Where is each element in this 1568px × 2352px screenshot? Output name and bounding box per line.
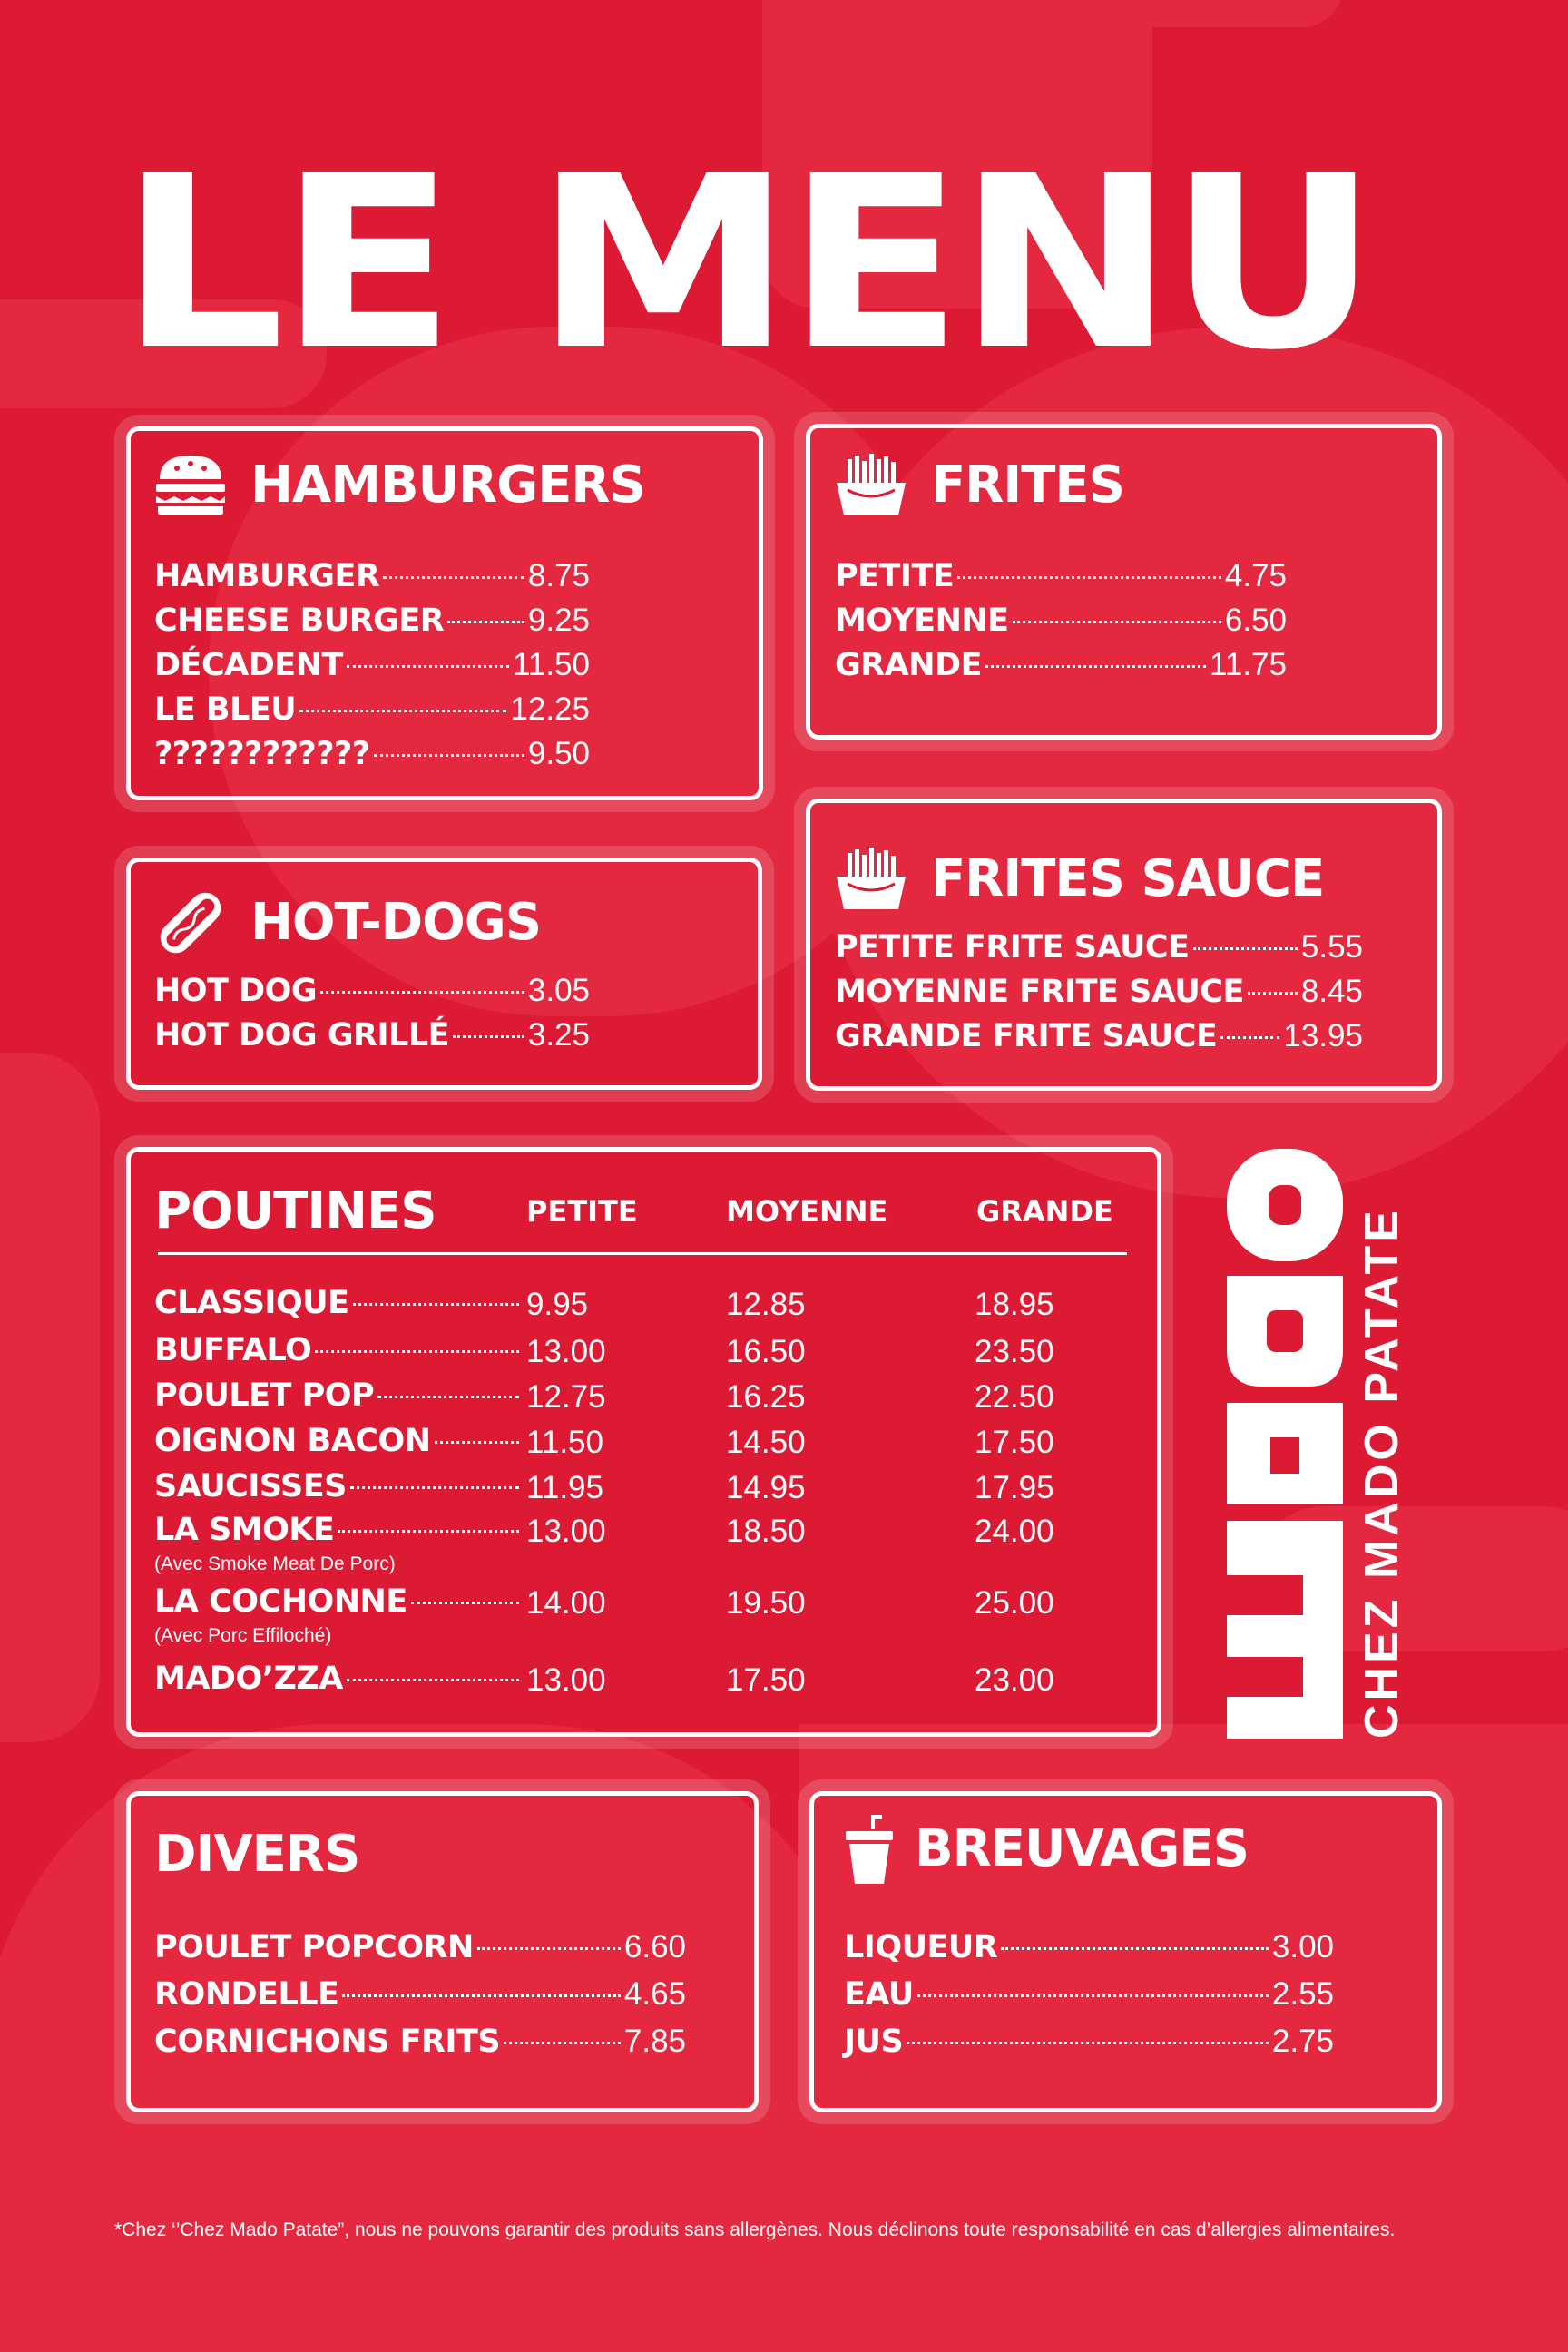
- price-petite: 13.00: [526, 1662, 606, 1698]
- item-name: LE BLEU: [154, 691, 297, 728]
- divers-list: [154, 1929, 686, 2071]
- leader-dots: [411, 1602, 519, 1604]
- item-price: 11.50: [513, 647, 590, 682]
- hotdogs-header: [154, 891, 541, 955]
- item-note: (Avec Porc Effiloché): [154, 1625, 332, 1646]
- menu-item: [835, 1018, 1363, 1063]
- item-price: 5.55: [1300, 929, 1363, 965]
- leader-dots: [906, 2042, 1269, 2044]
- item-name: SAUCISSES: [154, 1468, 347, 1504]
- mado-logo: [1227, 1149, 1405, 1739]
- leader-dots: [299, 710, 506, 712]
- column-grande: GRANDE: [976, 1194, 1113, 1229]
- menu-item: [844, 2024, 1334, 2071]
- hotdog-icon: [154, 891, 227, 955]
- hamburgers-list: [154, 558, 590, 780]
- item-name: CORNICHONS FRITS: [154, 2024, 501, 2060]
- item-name: RONDELLE: [154, 1976, 339, 2013]
- menu-item: [835, 558, 1287, 603]
- price-moyenne: 19.50: [726, 1585, 806, 1621]
- leader-dots: [1248, 992, 1298, 995]
- item-name: MOYENNE: [835, 603, 1009, 639]
- poutine-row: [154, 1661, 1129, 1706]
- item-price: 11.75: [1210, 647, 1287, 682]
- price-moyenne: 18.50: [726, 1514, 806, 1549]
- price-petite: 13.00: [526, 1514, 606, 1549]
- allergy-disclaimer: *Chez ‘’Chez Mado Patate”, nous ne pouvons garantir des produits sans allergènes. Nous déclinons toute responsabilité en cas d’allergies alimentaires.: [114, 2220, 1396, 2240]
- menu-item: [835, 603, 1287, 647]
- brand-tagline: CHEZ MADO PATATE: [1356, 1207, 1405, 1739]
- item-price: 2.55: [1271, 1976, 1334, 2012]
- item-name: POULET POP: [154, 1377, 375, 1414]
- leader-dots: [338, 1530, 519, 1533]
- frites-sauce-list: [835, 929, 1363, 1063]
- drink-cup-icon: [844, 1815, 895, 1884]
- item-note: (Avec Smoke Meat De Porc): [154, 1553, 396, 1574]
- menu-item: [154, 691, 590, 736]
- item-name: JUS: [844, 2024, 904, 2060]
- hotdogs-list: [154, 973, 590, 1062]
- item-name: EAU: [844, 1976, 914, 2013]
- frites-heading: FRITES: [931, 456, 1124, 514]
- leader-dots: [342, 1994, 620, 1997]
- item-price: 8.45: [1300, 974, 1363, 1009]
- leader-dots: [320, 991, 524, 994]
- menu-item: [835, 929, 1363, 974]
- item-name: HOT DOG GRILLÉ: [154, 1017, 450, 1054]
- price-moyenne: 16.50: [726, 1334, 806, 1369]
- price-grande: 23.50: [975, 1334, 1054, 1369]
- hotdogs-heading: HOT-DOGS: [250, 893, 542, 952]
- leader-dots: [1013, 621, 1221, 623]
- leader-dots: [1220, 1036, 1279, 1039]
- item-price: 2.75: [1271, 2024, 1334, 2059]
- poutine-row: [154, 1285, 1129, 1330]
- price-grande: 17.50: [975, 1425, 1054, 1460]
- menu-item: [154, 647, 590, 691]
- menu-item: [154, 1929, 686, 1976]
- poutine-row: [154, 1377, 1129, 1423]
- menu-item: [835, 974, 1363, 1018]
- poutines-header: [154, 1181, 1129, 1245]
- item-price: 3.05: [527, 973, 590, 1008]
- menu-item: [154, 558, 590, 603]
- price-moyenne: 17.50: [726, 1662, 806, 1698]
- frites-list: [835, 558, 1287, 691]
- leader-dots: [447, 621, 524, 623]
- menu-item: [154, 736, 590, 780]
- leader-dots: [377, 1396, 519, 1398]
- breuvages-list: [844, 1929, 1334, 2071]
- leader-dots: [374, 754, 524, 757]
- frites-sauce-heading: FRITES SAUCE: [931, 849, 1325, 908]
- menu-title: LE MENU: [120, 125, 1373, 402]
- item-price: 3.00: [1271, 1929, 1334, 1965]
- menu-item: [844, 1976, 1334, 2024]
- item-name: PETITE FRITE SAUCE: [835, 929, 1190, 965]
- breuvages-heading: BREUVAGES: [915, 1819, 1249, 1878]
- item-name: CHEESE BURGER: [154, 603, 445, 639]
- menu-item: [154, 603, 590, 647]
- item-name: POULET POPCORN: [154, 1929, 474, 1965]
- item-price: 7.85: [623, 2024, 686, 2059]
- item-name: CLASSIQUE: [154, 1285, 349, 1321]
- price-petite: 11.50: [526, 1425, 603, 1460]
- poutine-row: [154, 1512, 1129, 1574]
- item-price: 4.65: [623, 1976, 686, 2012]
- item-price: 8.75: [527, 558, 590, 593]
- column-moyenne: MOYENNE: [726, 1194, 888, 1229]
- frites-header: [835, 454, 1124, 517]
- item-name: LIQUEUR: [844, 1929, 998, 1965]
- item-name: BUFFALO: [154, 1332, 312, 1368]
- burger-icon: [154, 454, 227, 517]
- leader-dots: [353, 1303, 519, 1306]
- leader-dots: [957, 576, 1221, 579]
- price-petite: 9.95: [526, 1287, 589, 1322]
- item-price: 3.25: [527, 1017, 590, 1053]
- frites-sauce-header: [835, 848, 1324, 911]
- fries-icon: [835, 454, 907, 517]
- item-name: LA COCHONNE: [154, 1583, 407, 1620]
- item-name: HAMBURGER: [154, 558, 380, 594]
- price-grande: 25.00: [975, 1585, 1054, 1621]
- item-name: ????????????: [154, 736, 370, 772]
- item-price: 4.75: [1224, 558, 1287, 593]
- item-price: 13.95: [1283, 1018, 1363, 1054]
- divers-heading: DIVERS: [154, 1825, 360, 1884]
- leader-dots: [1193, 947, 1298, 950]
- price-grande: 24.00: [975, 1514, 1054, 1549]
- breuvages-header: [844, 1815, 1249, 1884]
- divers-header: [154, 1825, 360, 1884]
- poutine-row: [154, 1583, 1129, 1646]
- price-moyenne: 12.85: [726, 1287, 806, 1322]
- price-petite: 11.95: [526, 1470, 603, 1505]
- leader-dots: [347, 665, 509, 668]
- price-moyenne: 14.50: [726, 1425, 806, 1460]
- price-grande: 17.95: [975, 1470, 1054, 1505]
- item-price: 9.50: [527, 736, 590, 771]
- item-name: OIGNON BACON: [154, 1423, 431, 1459]
- divider: [158, 1252, 1127, 1255]
- item-name: PETITE: [835, 558, 955, 594]
- menu-item: [154, 2024, 686, 2071]
- leader-dots: [453, 1035, 524, 1038]
- leader-dots: [1001, 1947, 1269, 1950]
- item-name: DÉCADENT: [154, 647, 343, 683]
- item-name: MADO’ZZA: [154, 1661, 343, 1697]
- leader-dots: [347, 1679, 519, 1681]
- leader-dots: [477, 1947, 621, 1950]
- fries-icon: [835, 848, 907, 911]
- price-petite: 13.00: [526, 1334, 606, 1369]
- leader-dots: [985, 665, 1206, 668]
- price-grande: 22.50: [975, 1379, 1054, 1415]
- leader-dots: [917, 1994, 1269, 1997]
- leader-dots: [350, 1486, 519, 1489]
- menu-item: [154, 1017, 590, 1062]
- item-name: GRANDE: [835, 647, 983, 683]
- item-name: GRANDE FRITE SAUCE: [835, 1018, 1218, 1054]
- item-price: 12.25: [510, 691, 590, 727]
- price-petite: 12.75: [526, 1379, 606, 1415]
- item-price: 6.50: [1224, 603, 1287, 638]
- price-moyenne: 16.25: [726, 1379, 806, 1415]
- item-name: MOYENNE FRITE SAUCE: [835, 974, 1244, 1010]
- item-price: 9.25: [527, 603, 590, 638]
- leader-dots: [315, 1350, 519, 1353]
- price-petite: 14.00: [526, 1585, 606, 1621]
- menu-item: [154, 973, 590, 1017]
- menu-item: [844, 1929, 1334, 1976]
- menu-item: [154, 1976, 686, 2024]
- poutine-row: [154, 1468, 1129, 1514]
- price-grande: 18.95: [975, 1287, 1054, 1322]
- price-grande: 23.00: [975, 1662, 1054, 1698]
- leader-dots: [504, 2042, 621, 2044]
- hamburgers-header: [154, 454, 645, 517]
- price-moyenne: 14.95: [726, 1470, 806, 1505]
- brand-logo: [1227, 1149, 1405, 1739]
- menu-item: [835, 647, 1287, 691]
- hamburgers-heading: HAMBURGERS: [250, 456, 645, 514]
- item-name: HOT DOG: [154, 973, 318, 1009]
- poutine-row: [154, 1332, 1129, 1377]
- leader-dots: [435, 1441, 519, 1444]
- poutines-heading: POUTINES: [154, 1181, 436, 1240]
- item-name: LA SMOKE: [154, 1512, 335, 1548]
- column-petite: PETITE: [526, 1194, 638, 1229]
- poutine-row: [154, 1423, 1129, 1468]
- leader-dots: [383, 576, 524, 579]
- item-price: 6.60: [623, 1929, 686, 1965]
